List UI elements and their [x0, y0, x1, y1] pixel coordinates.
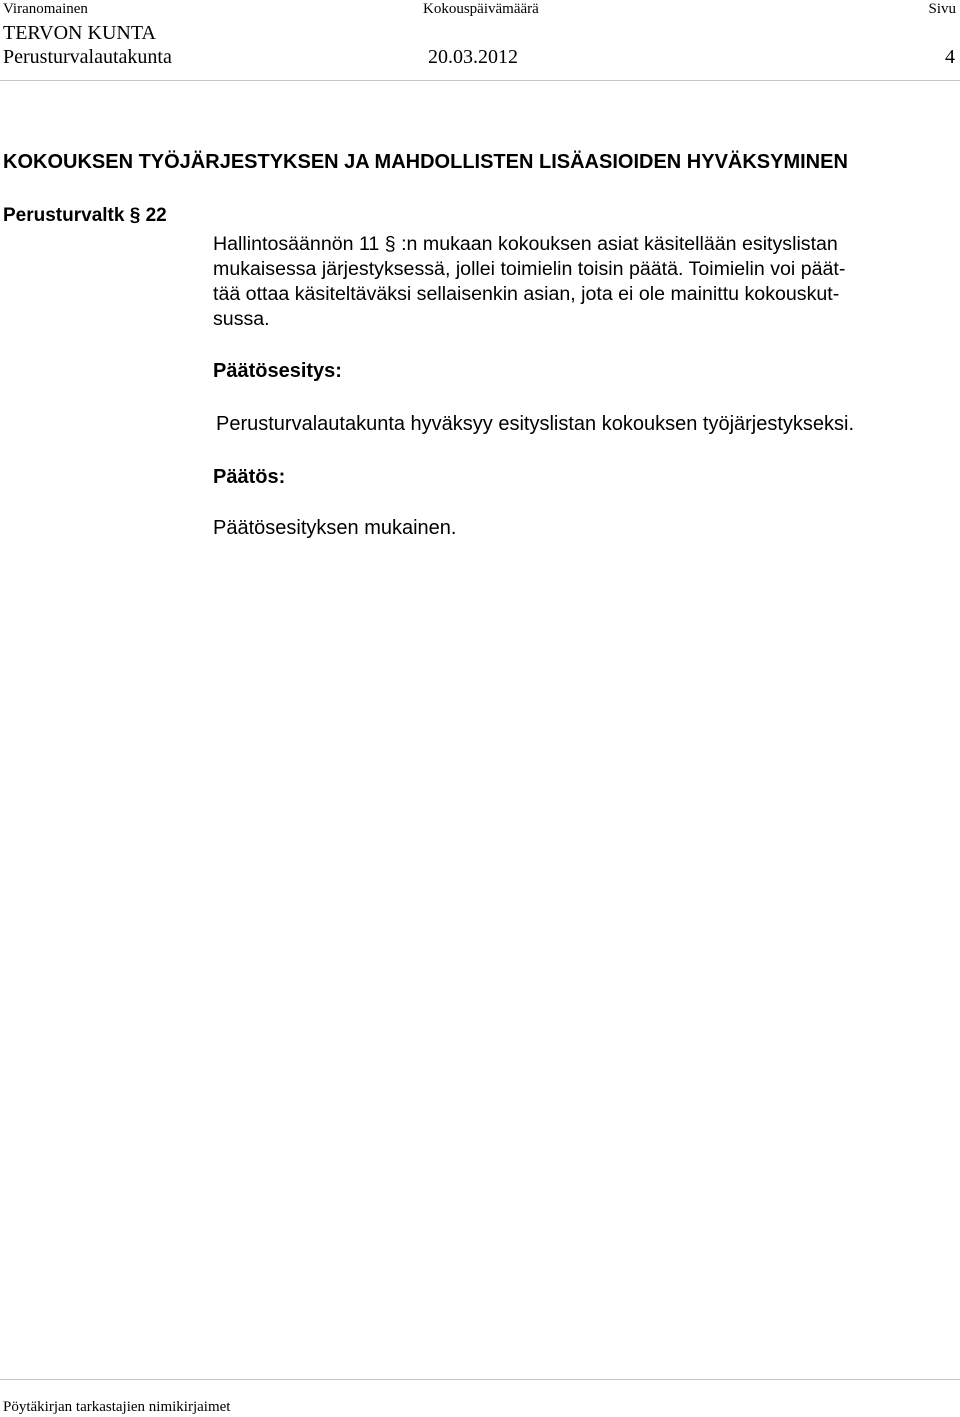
page-number: 4 — [945, 46, 955, 68]
description-line: tää ottaa käsiteltäväksi sellaisenkin asian, jota ei ole mainittu kokouskut- — [213, 283, 840, 305]
description-line: mukaisessa järjestyksessä, jollei toimielin toisin päätä. Toimielin voi päät- — [213, 258, 846, 280]
proposal-label: Päätösesitys: — [213, 360, 342, 382]
header-date-label: Kokouspäivämäärä — [423, 1, 539, 17]
municipality-name: TERVON KUNTA — [3, 22, 156, 44]
authority-name: Perusturvalautakunta — [3, 46, 172, 68]
header-authority-label: Viranomainen — [3, 1, 88, 17]
footer-divider — [0, 1379, 960, 1380]
decision-text: Päätösesityksen mukainen. — [213, 517, 457, 539]
section-reference: Perusturvaltk § 22 — [3, 205, 167, 226]
description-line: Hallintosäännön 11 § :n mukaan kokouksen asiat käsitellään esityslistan — [213, 233, 838, 255]
header-page-label: Sivu — [928, 1, 956, 17]
item-description — [213, 232, 955, 332]
footer-initials-label: Pöytäkirjan tarkastajien nimikirjaimet — [3, 1399, 231, 1415]
description-line: sussa. — [213, 308, 270, 330]
header-divider — [0, 80, 960, 81]
item-title: KOKOUKSEN TYÖJÄRJESTYKSEN JA MAHDOLLISTEN LISÄASIOIDEN HYVÄKSYMINEN — [3, 151, 848, 173]
proposal-text: Perusturvalautakunta hyväksyy esityslistan kokouksen työjärjestykseksi. — [216, 413, 855, 435]
decision-label: Päätös: — [213, 466, 286, 488]
meeting-date: 20.03.2012 — [428, 46, 518, 68]
